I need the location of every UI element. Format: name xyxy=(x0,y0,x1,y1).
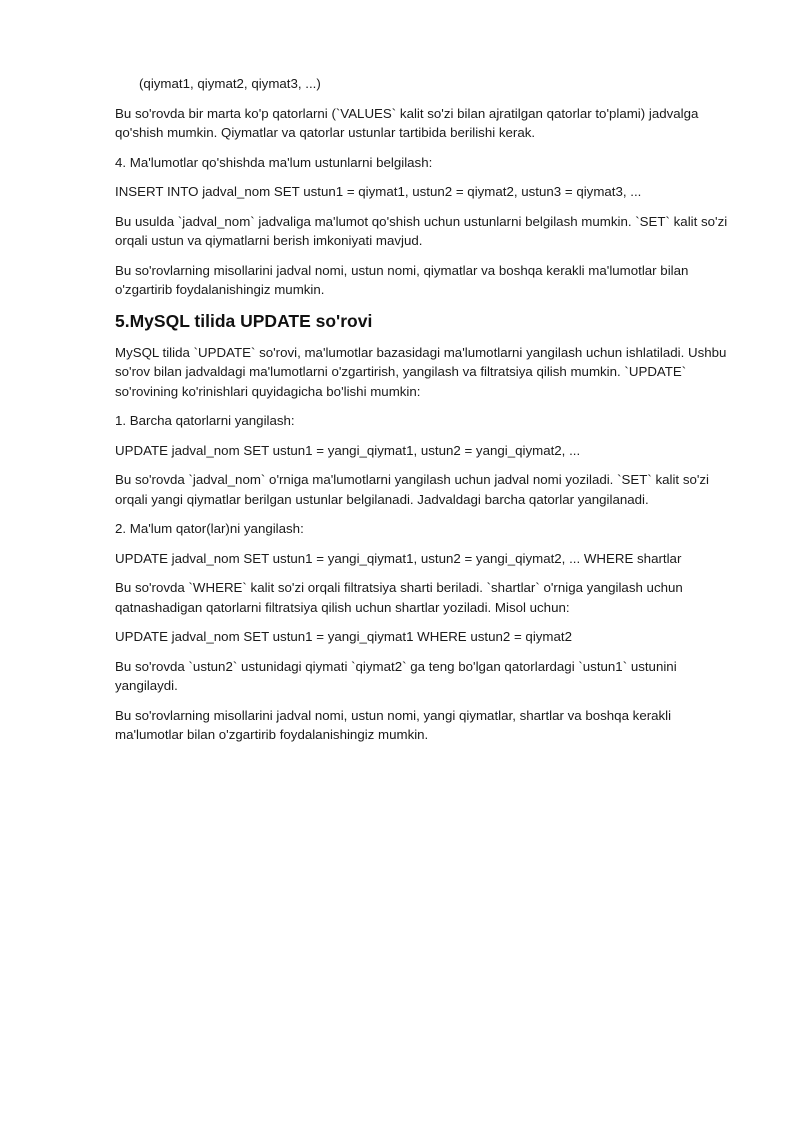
paragraph-where-explanation: Bu so'rovda `WHERE` kalit so'zi orqali filtratsiya sharti beriladi. `shartlar` o'rniga yangilash uchun qatnashadigan qatorlarni filtratsiya qilish uchun shartlar yoziladi. Misol uchun: xyxy=(115,580,683,615)
paragraph-set-explanation: Bu usulda `jadval_nom` jadvaliga ma'lumot qo'shish uchun ustunlarni belgilash mumkin. `SET` kalit so'zi orqali ustun va qiymatlarni berish imkoniyati mavjud. xyxy=(115,213,728,248)
paragraph-update-intro: MySQL tilida `UPDATE` so'rovi, ma'lumotlar bazasidagi ma'lumotlarni yangilash uchun ishlatiladi. Ushbu so'rov bilan jadvaldagi ma'lumotlarni o'zgartirish, yangilash va filtratsiya qilish mumkin. `UPDATE` so'rovining ko'rinishlari quyidagicha bo'lishi mumkin: xyxy=(115,344,727,399)
list-item-4-heading: 4. Ma'lumotlar qo'shishda ma'lum ustunlarni belgilash: xyxy=(115,154,433,170)
code-update-example: UPDATE jadval_nom SET ustun1 = yangi_qiymat1 WHERE ustun2 = qiymat2 xyxy=(115,629,572,644)
section-heading-update: 5.MySQL tilida UPDATE so'rovi xyxy=(115,310,373,331)
code-update-all: UPDATE jadval_nom SET ustun1 = yangi_qiymat1, ustun2 = yangi_qiymat2, ... xyxy=(115,442,581,458)
page-content xyxy=(115,74,740,755)
paragraph-update-all-explanation: Bu so'rovda `jadval_nom` o'rniga ma'lumotlarni yangilash uchun jadval nomi yoziladi. `SET` kalit so'zi orqali yangi qiymatlar berilgan ustunlar belgilanadi. Jadvaldagi barcha qatorlar yangilanadi. xyxy=(115,472,710,507)
paragraph-insert-summary: Bu so'rovlarning misollarini jadval nomi, ustun nomi, qiymatlar va boshqa kerakli ma'lumotlar bilan o'zgartirib foydalanishingiz mumkin. xyxy=(115,262,689,297)
paragraph-example-explanation: Bu so'rovda `ustun2` ustunidagi qiymati `qiymat2` ga teng bo'lgan qatorlardagi `ustun1` ustunini yangilaydi. xyxy=(115,658,677,693)
paragraph-values-explanation: Bu so'rovda bir marta ko'p qatorlarni (`VALUES` kalit so'zi bilan ajratilgan qatorlar to'plami) jadvalga qo'shish mumkin. Qiymatlar va qatorlar ustunlar tartibida berilishi kerak. xyxy=(115,105,699,140)
paragraph-update-summary: Bu so'rovlarning misollarini jadval nomi, ustun nomi, yangi qiymatlar, shartlar va boshqa kerakli ma'lumotlar bilan o'zgartirib foydalanishingiz mumkin. xyxy=(115,707,672,742)
list-item-2-heading: 2. Ma'lum qator(lar)ni yangilash: xyxy=(115,521,304,536)
code-insert-set: INSERT INTO jadval_nom SET ustun1 = qiymat1, ustun2 = qiymat2, ustun3 = qiymat3, ... xyxy=(115,184,642,199)
list-item-1-heading: 1. Barcha qatorlarni yangilash: xyxy=(115,413,295,428)
code-update-where: UPDATE jadval_nom SET ustun1 = yangi_qiymat1, ustun2 = yangi_qiymat2, ... WHERE shartlar xyxy=(115,550,682,566)
values-continuation-line: (qiymat1, qiymat2, qiymat3, ...) xyxy=(139,76,321,91)
